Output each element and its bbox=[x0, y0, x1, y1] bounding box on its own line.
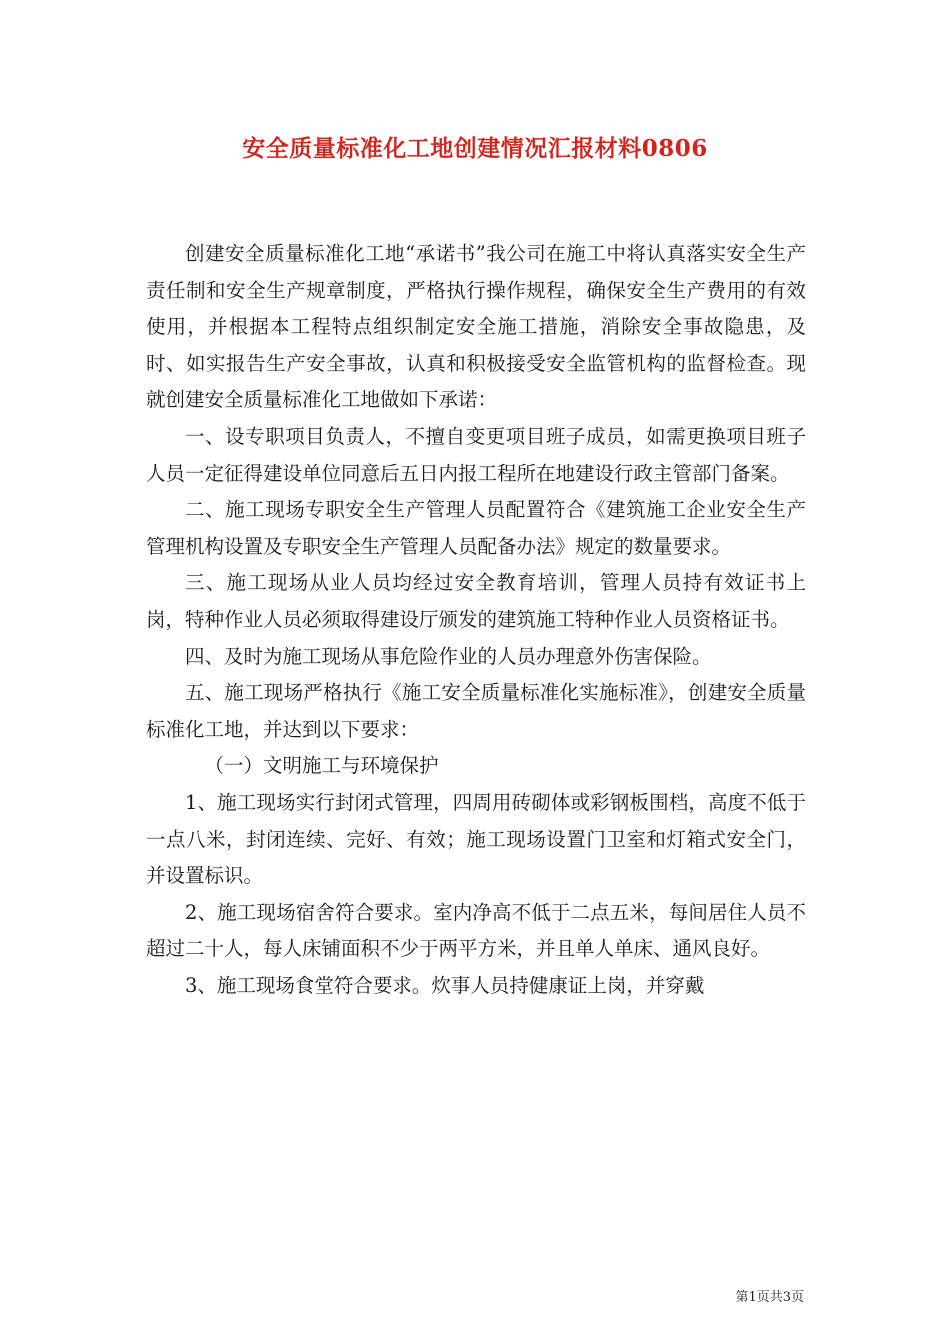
paragraph-intro: 创建安全质量标准化工地“承诺书”我公司在施工中将认真落实安全生产责任制和安全生产规章制度，严格执行操作规程，确保安全生产费用的有效使用，并根据本工程特点组织制定安全施工措施，消除安全事故隐患，及时、如实报告生产安全事故，认真和积极接受安全监管机构的监督检查。现就创建安全质量标准化工地做如下承诺： bbox=[146, 242, 806, 412]
paragraph-item-4: 四、及时为施工现场从事危险作业的人员办理意外伤害保险。 bbox=[185, 644, 712, 668]
paragraph-item-3: 三、施工现场从业人员均经过安全教育培训，管理人员持有效证书上岗，特种作业人员必须取得建设厅颁发的建筑施工特种作业人员资格证书。 bbox=[146, 571, 806, 631]
paragraph-sub-3: 3、施工现场食堂符合要求。炊事人员持健康证上岗，并穿戴 bbox=[185, 973, 705, 997]
paragraph-item-5: 五、施工现场严格执行《施工安全质量标准化实施标准》，创建安全质量标准化工地，并达到以下要求： bbox=[146, 681, 806, 741]
paragraph-sub-2: 2、施工现场宿舍符合要求。室内净高不低于二点五米，每间居住人员不超过二十人，每人床铺面积不少于两平方米，并且单人单床、通风良好。 bbox=[146, 900, 806, 961]
page-number: 第1页共3页 bbox=[735, 1290, 804, 1305]
paragraph-sub-1: 1、施工现场实行封闭式管理，四周用砖砌体或彩钢板围档，高度不低于一点八米，封闭连续、完好、有效；施工现场设置门卫室和灯箱式安全门，并设置标识。 bbox=[146, 790, 806, 888]
section-heading: （一）文明施工与环境保护 bbox=[204, 754, 439, 778]
document-title: 安全质量标准化工地创建情况汇报材料0806 bbox=[242, 135, 708, 162]
document-body bbox=[146, 236, 806, 1004]
paragraph-item-2: 二、施工现场专职安全生产管理人员配置符合《建筑施工企业安全生产管理机构设置及专职安全生产管理人员配备办法》规定的数量要求。 bbox=[146, 498, 806, 558]
paragraph-item-1: 一、设专职项目负责人，不擅自变更项目班子成员，如需更换项目班子人员一定征得建设单位同意后五日内报工程所在地建设行政主管部门备案。 bbox=[146, 424, 806, 485]
